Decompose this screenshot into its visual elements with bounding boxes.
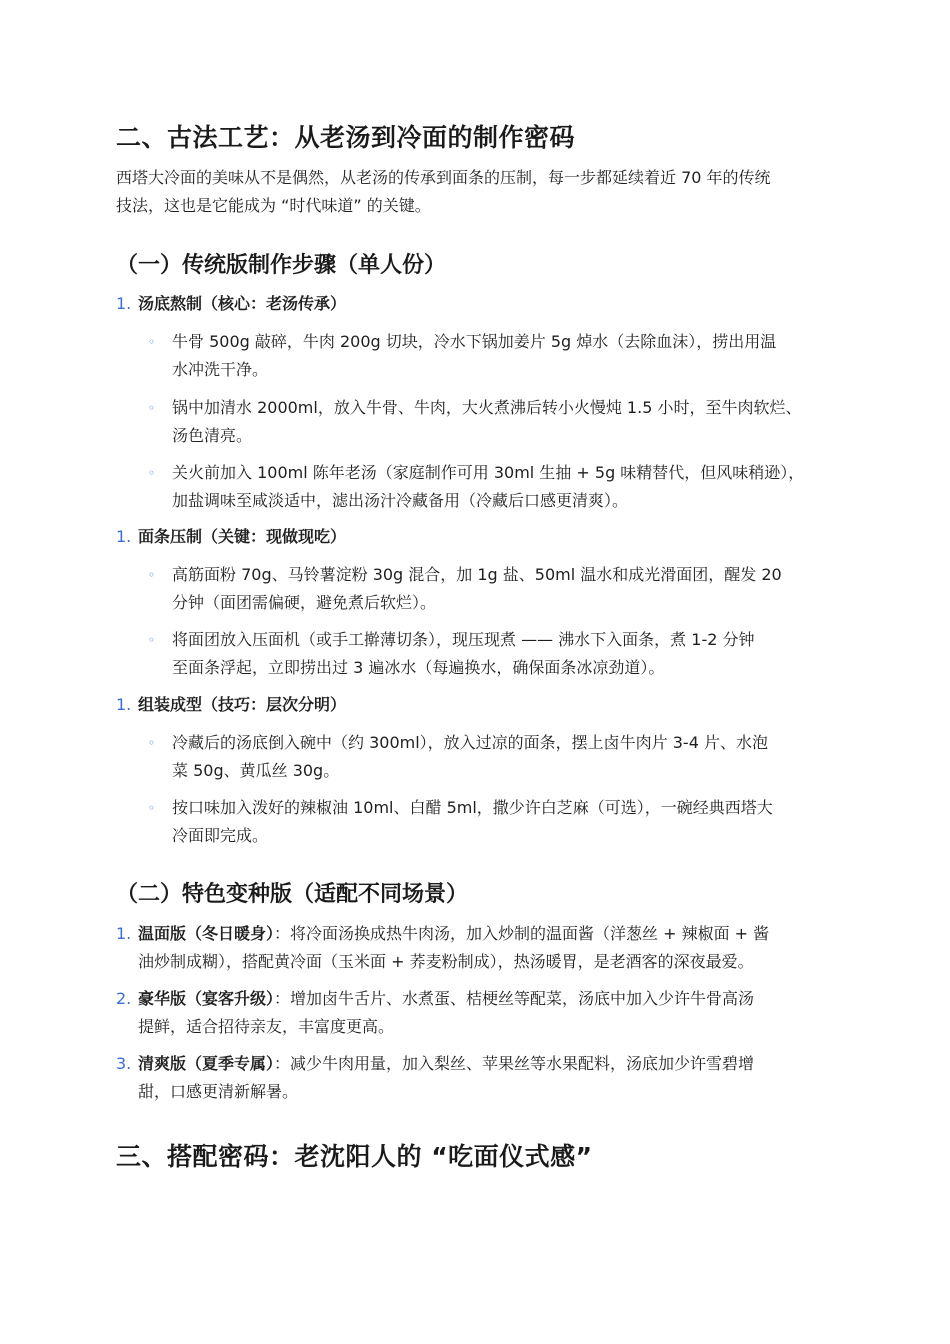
- list-number: 2.: [116, 989, 132, 1008]
- variant-label: 清爽版（夏季专属）: [138, 1054, 275, 1073]
- bullet-icon: ◦: [148, 401, 156, 415]
- bullet-icon: ◦: [148, 801, 156, 815]
- step-label: 汤底熬制（核心：老汤传承）: [138, 294, 347, 313]
- step-bullet: ◦ 牛骨 500g 敲碎，牛肉 200g 切块，冷水下锅加姜片 5g 焯水（去除血沫），捞出用温 水冲洗干净。: [148, 328, 848, 384]
- section-2-intro: 西塔大冷面的美味从不是偶然，从老汤的传承到面条的压制，每一步都延续着近 70 年的传统 技法，这也是它能成为 “时代味道” 的关键。: [116, 168, 771, 215]
- variant-item: 1. 温面版（冬日暖身）：将冷面汤换成热牛肉汤，加入炒制的温面酱（洋葱丝 + 辣椒面 + 酱 油炒制成糊），搭配黄冷面（玉米面 + 荞麦粉制成），热汤暖胃，是老酒客的深夜最爱。: [116, 920, 846, 976]
- step-bullet: ◦ 锅中加清水 2000ml，放入牛骨、牛肉，大火煮沸后转小火慢炖 1.5 小时，至牛肉软烂、 汤色清亮。: [148, 394, 848, 450]
- variant-label: 豪华版（宴客升级）: [138, 989, 275, 1008]
- step-bullet: ◦ 高筋面粉 70g、马铃薯淀粉 30g 混合，加 1g 盐、50ml 温水和成光滑面团，醒发 20 分钟（面团需偏硬，避免煮后软烂）。: [148, 561, 848, 617]
- step-bullet: ◦ 冷藏后的汤底倒入碗中（约 300ml），放入过凉的面条，摆上卤牛肉片 3-4 片、水泡 菜 50g、黄瓜丝 30g。: [148, 729, 848, 785]
- step-bullet: ◦ 将面团放入压面机（或手工擀薄切条），现压现煮 —— 沸水下入面条，煮 1-2 分钟 至面条浮起，立即捞出过 3 遍冰水（每遍换水，确保面条冰凉劲道）。: [148, 626, 848, 682]
- list-number: 1.: [116, 294, 132, 313]
- bullet-icon: ◦: [148, 568, 156, 582]
- bullet-icon: ◦: [148, 335, 156, 349]
- variant-label: 温面版（冬日暖身）: [138, 924, 275, 943]
- list-number: 3.: [116, 1054, 132, 1073]
- list-number: 1.: [116, 527, 132, 546]
- step-bullet: ◦ 关火前加入 100ml 陈年老汤（家庭制作可用 30ml 生抽 + 5g 味精替代，但风味稍逊）， 加盐调味至咸淡适中，滤出汤汁冷藏备用（冷藏后口感更清爽）。: [148, 459, 848, 515]
- bullet-icon: ◦: [148, 736, 156, 750]
- step-bullet: ◦ 按口味加入泼好的辣椒油 10ml、白醋 5ml，撒少许白芝麻（可选），一碗经典西塔大 冷面即完成。: [148, 794, 848, 850]
- section-2-heading: 二、古法工艺：从老汤到冷面的制作密码: [116, 123, 576, 152]
- subsection-2-heading: （二）特色变种版（适配不同场景）: [116, 882, 469, 907]
- bullet-icon: ◦: [148, 633, 156, 647]
- variant-item: 2. 豪华版（宴客升级）：增加卤牛舌片、水煮蛋、桔梗丝等配菜，汤底中加入少许牛骨高汤 提鲜，适合招待亲友，丰富度更高。: [116, 985, 846, 1041]
- step-label: 组装成型（技巧：层次分明）: [138, 695, 347, 714]
- step-item: [116, 290, 846, 318]
- section-3-heading: 三、搭配密码：老沈阳人的 “吃面仪式感”: [116, 1142, 593, 1171]
- step-item: [116, 691, 846, 719]
- list-number: 1.: [116, 695, 132, 714]
- step-item: [116, 523, 846, 551]
- step-label: 面条压制（关键：现做现吃）: [138, 527, 347, 546]
- subsection-1-heading: （一）传统版制作步骤（单人份）: [116, 253, 447, 278]
- variant-item: 3. 清爽版（夏季专属）：减少牛肉用量，加入梨丝、苹果丝等水果配料，汤底加少许雪碧增 甜，口感更清新解暑。: [116, 1050, 846, 1106]
- bullet-icon: ◦: [148, 466, 156, 480]
- list-number: 1.: [116, 924, 132, 943]
